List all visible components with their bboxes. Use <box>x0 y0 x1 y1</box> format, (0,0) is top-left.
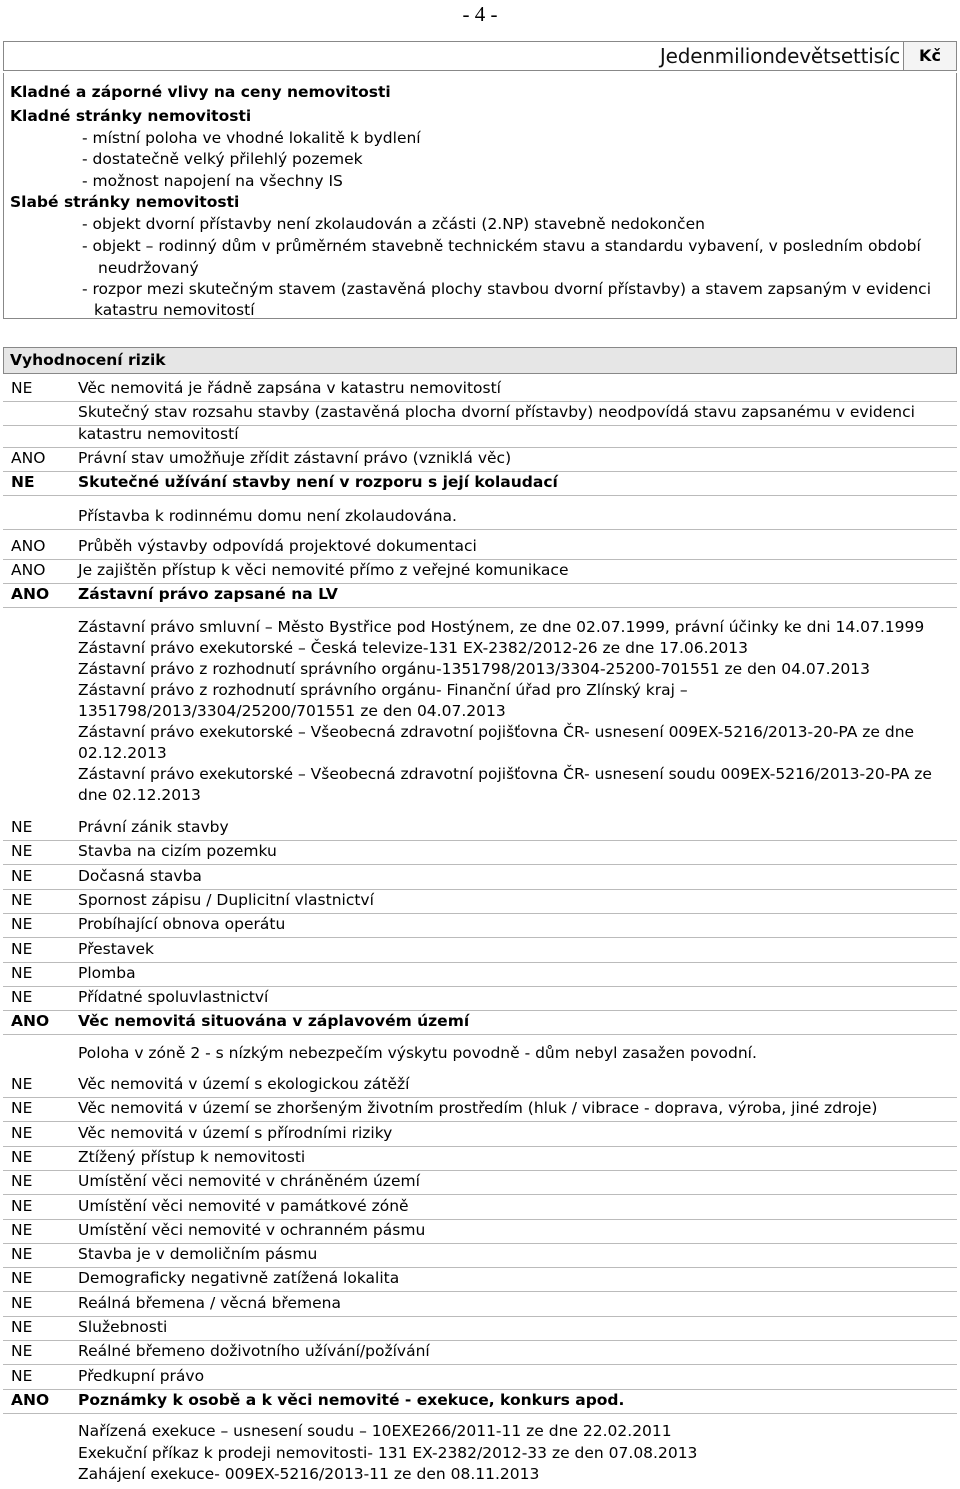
risk-description: Ztížený přístup k nemovitosti <box>78 1148 306 1166</box>
lien-line: Zástavní právo z rozhodnutí správního orgánu-1351798/2013/3304-25200-701551 ze den 04.07.2013 <box>78 660 871 678</box>
risk-row <box>0 1097 960 1121</box>
risk-description: Umístění věci nemovité v chráněném území <box>78 1172 420 1190</box>
risk-flag: NE <box>11 1099 33 1117</box>
risk-flag: NE <box>11 867 33 885</box>
lien-line: Zástavní právo z rozhodnutí správního orgánu- Finanční úřad pro Zlínský kraj – <box>78 681 688 699</box>
risk-row <box>0 1316 960 1340</box>
risk-row <box>0 423 960 447</box>
risk-row <box>0 1340 960 1364</box>
impact-title: Kladné a záporné vlivy na ceny nemovitosti <box>10 83 391 101</box>
risk-description: Právní zánik stavby <box>78 818 229 836</box>
risk-row <box>0 1292 960 1316</box>
positive-item: - místní poloha ve vhodné lokalitě k bydlení <box>82 129 421 147</box>
risk-row <box>0 1365 960 1389</box>
risk-flag: NE <box>11 379 33 397</box>
risk-flag: NE <box>11 1318 33 1336</box>
positive-item: - dostatečně velký přilehlý pozemek <box>82 150 363 168</box>
risk-row <box>0 1243 960 1267</box>
risk-flag: NE <box>11 940 33 958</box>
risk-flag: NE <box>11 1367 33 1385</box>
risk-flag: ANO <box>11 585 50 603</box>
lien-line: Zástavní právo exekutorské – Všeobecná zdravotní pojišťovna ČR- usnesení 009EX-5216/2013-20-PA ze dne <box>78 723 915 741</box>
risk-flag: ANO <box>11 449 46 467</box>
risk-description: Reálné břemeno doživotního užívání/požívání <box>78 1342 430 1360</box>
execution-note: Nařízená exekuce – usnesení soudu – 10EXE266/2011-11 ze dne 22.02.2011 <box>78 1422 672 1440</box>
risk-row <box>0 1267 960 1291</box>
valuation-header <box>3 41 957 71</box>
risk-description: Věc nemovitá situována v záplavovém území <box>78 1012 470 1030</box>
risk-description: Věc nemovitá v území se zhoršeným životním prostředím (hluk / vibrace - doprava, výroba, jiné zdroje) <box>78 1099 878 1117</box>
risk-flag: ANO <box>11 561 46 579</box>
lien-line: Zástavní právo smluvní – Město Bystřice pod Hostýnem, ze dne 02.07.1999, právní účinky ke dni 14.07.1999 <box>78 618 925 636</box>
risk-flag: ANO <box>11 1012 50 1030</box>
risk-description: Věc nemovitá je řádně zapsána v katastru nemovitostí <box>78 379 501 397</box>
risk-row <box>0 583 960 607</box>
risk-flag: NE <box>11 1294 33 1312</box>
risk-row <box>0 889 960 913</box>
lien-line: 1351798/2013/3304/25200/701551 ze den 04.07.2013 <box>78 702 506 720</box>
risk-row <box>0 986 960 1010</box>
risk-flag: NE <box>11 1221 33 1239</box>
positives-title: Kladné stránky nemovitosti <box>10 107 252 125</box>
risk-description: Spornost zápisu / Duplicitní vlastnictví <box>78 891 374 909</box>
risk-row <box>0 816 960 840</box>
execution-note: Zahájení exekuce- 009EX-5216/2013-11 ze den 08.11.2013 <box>78 1465 540 1483</box>
risk-row <box>0 962 960 986</box>
execution-note: Exekuční příkaz k prodeji nemovitosti- 131 EX-2382/2012-33 ze den 07.08.2013 <box>78 1444 698 1462</box>
risk-flag: ANO <box>11 537 46 555</box>
risk-description: Skutečné užívání stavby není v rozporu s její kolaudací <box>78 473 558 491</box>
currency-label: Kč <box>903 42 956 70</box>
risk-row <box>0 471 960 495</box>
risk-row <box>0 865 960 889</box>
risk-row <box>0 1170 960 1194</box>
risk-row <box>0 1219 960 1243</box>
risk-row <box>0 1122 960 1146</box>
risk-row <box>0 1073 960 1097</box>
risk-row <box>0 913 960 937</box>
risk-description: katastru nemovitostí <box>78 425 239 443</box>
risk-description: Je zajištěn přístup k věci nemovité přímo z veřejné komunikace <box>78 561 569 579</box>
risk-flag: NE <box>11 1124 33 1142</box>
risk-row <box>0 1389 960 1413</box>
risk-row <box>0 535 960 559</box>
risk-flag: NE <box>11 818 33 836</box>
risk-description: Poznámky k osobě a k věci nemovité - exekuce, konkurs apod. <box>78 1391 625 1409</box>
risk-description: Umístění věci nemovité v ochranném pásmu <box>78 1221 426 1239</box>
risk-description: Demograficky negativně zatížená lokalita <box>78 1269 400 1287</box>
amount-in-words: Jedenmiliondevětsettisíc <box>659 44 900 68</box>
risk-flag: NE <box>11 988 33 1006</box>
row-divider <box>3 529 957 530</box>
risk-title: Vyhodnocení rizik <box>10 351 166 369</box>
risk-description: Plomba <box>78 964 136 982</box>
risk-description: Přestavek <box>78 940 154 958</box>
risk-description: Zástavní právo zapsané na LV <box>78 585 338 603</box>
risk-description: Předkupní právo <box>78 1367 205 1385</box>
risk-description: Probíhající obnova operátu <box>78 915 286 933</box>
risk-flag: ANO <box>11 1391 50 1409</box>
row-divider <box>3 1413 957 1414</box>
row-divider <box>3 495 957 496</box>
negative-item: - objekt – rodinný dům v průměrném stavebně technickém stavu a standardu vybavení, v posledním období <box>82 237 921 255</box>
risk-flag: NE <box>11 1342 33 1360</box>
risk-description: Věc nemovitá v území s přírodními riziky <box>78 1124 393 1142</box>
negative-item-continued: neudržovaný <box>98 259 199 277</box>
risk-description: Přídatné spoluvlastnictví <box>78 988 269 1006</box>
negatives-title: Slabé stránky nemovitosti <box>10 193 240 211</box>
risk-flag: NE <box>11 1148 33 1166</box>
risk-flag: NE <box>11 1245 33 1263</box>
lien-line: 02.12.2013 <box>78 744 167 762</box>
negative-item: - rozpor mezi skutečným stavem (zastavěná plochy stavbou dvorní přístavby) a stavem zapsaným v evidenci <box>82 280 932 298</box>
page-number: - 4 - <box>462 2 498 26</box>
risk-row <box>0 377 960 401</box>
risk-row <box>0 401 960 425</box>
risk-description: Stavba je v demoličním pásmu <box>78 1245 318 1263</box>
risk-description: Skutečný stav rozsahu stavby (zastavěná plocha dvorní přístavby) neodpovídá stavu zapsanému v evidenci <box>78 403 915 421</box>
risk-row <box>0 1010 960 1034</box>
risk-row <box>0 1146 960 1170</box>
lien-line: dne 02.12.2013 <box>78 786 201 804</box>
risk-flag: NE <box>11 1172 33 1190</box>
risk-flag: NE <box>11 964 33 982</box>
risk-description: Služebnosti <box>78 1318 168 1336</box>
risk-row <box>0 1195 960 1219</box>
risk-description: Právní stav umožňuje zřídit zástavní právo (vzniklá věc) <box>78 449 512 467</box>
risk-description: Věc nemovitá v území s ekologickou zátěží <box>78 1075 410 1093</box>
negative-item-continued: katastru nemovitostí <box>94 301 255 319</box>
negative-item: - objekt dvorní přístavby není zkolaudován a zčásti (2.NP) stavebně nedokončen <box>82 215 705 233</box>
risk-description: Přístavba k rodinnému domu není zkolaudována. <box>78 507 457 525</box>
positive-item: - možnost napojení na všechny IS <box>82 172 343 190</box>
risk-description: Umístění věci nemovité v památkové zóně <box>78 1197 409 1215</box>
risk-flag: NE <box>11 473 35 491</box>
risk-description: Stavba na cizím pozemku <box>78 842 277 860</box>
risk-flag: NE <box>11 915 33 933</box>
risk-row <box>0 938 960 962</box>
impact-section <box>3 73 957 319</box>
risk-description: Dočasná stavba <box>78 867 202 885</box>
risk-row <box>0 505 960 529</box>
risk-flag: NE <box>11 1269 33 1287</box>
risk-row <box>0 447 960 471</box>
risk-flag: NE <box>11 1197 33 1215</box>
row-divider <box>3 607 957 608</box>
risk-flag: NE <box>11 891 33 909</box>
lien-line: Zástavní právo exekutorské – Česká televize-131 EX-2382/2012-26 ze dne 17.06.2013 <box>78 639 749 657</box>
risk-row <box>0 559 960 583</box>
risk-description: Reálná břemena / věcná břemena <box>78 1294 341 1312</box>
risk-description: Průběh výstavby odpovídá projektové dokumentaci <box>78 537 477 555</box>
risk-flag: NE <box>11 842 33 860</box>
lien-line: Zástavní právo exekutorské – Všeobecná zdravotní pojišťovna ČR- usnesení soudu 009EX-5216/2013-20-PA ze <box>78 765 932 783</box>
risk-flag: NE <box>11 1075 33 1093</box>
flood-note: Poloha v zóně 2 - s nízkým nebezpečím výskytu povodně - dům nebyl zasažen povodní. <box>78 1044 757 1062</box>
risk-row <box>0 840 960 864</box>
row-divider <box>3 1034 957 1035</box>
risk-section-header <box>3 347 957 374</box>
